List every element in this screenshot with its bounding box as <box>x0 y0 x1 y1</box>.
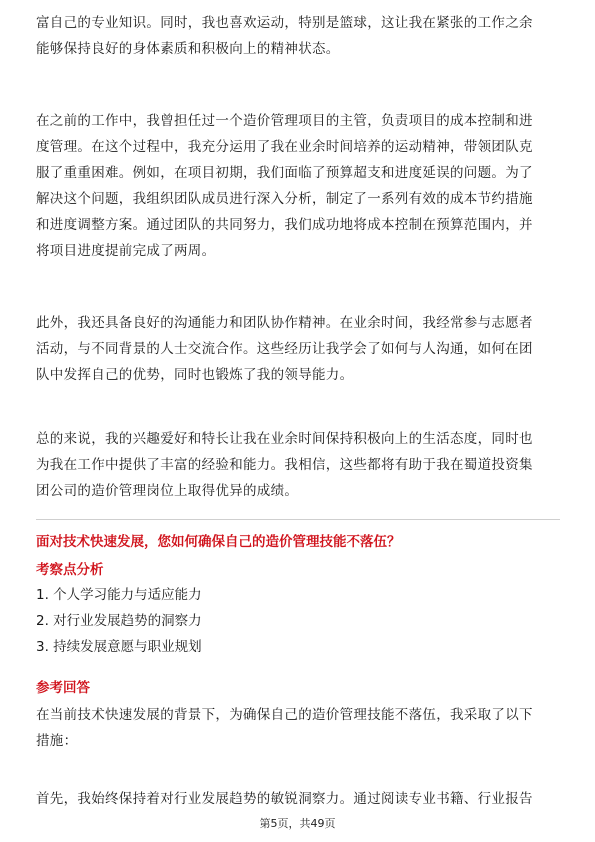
text-line: 富自己的专业知识。同时，我也喜欢运动，特别是篮球，这让我在紧张的工作之余 <box>36 15 533 31</box>
text-line: 将项目进度提前完成了两周。 <box>36 243 216 259</box>
text-line: 度管理。在这个过程中，我充分运用了我在业余时间培养的运动精神，带领团队克 <box>36 139 533 155</box>
analysis-list <box>36 582 560 660</box>
text-line: 总的来说，我的兴趣爱好和特长让我在业余时间保持积极向上的生活态度，同时也 <box>36 431 533 447</box>
paragraph-summary <box>36 426 560 504</box>
text-line: 队中发挥自己的优势，同时也锻炼了我的领导能力。 <box>36 367 354 383</box>
text-line: 活动，与不同背景的人士交流合作。这些经历让我学会了如何与人沟通，如何在团 <box>36 341 533 357</box>
answer-first-point <box>36 786 560 812</box>
text-line: 在当前技术快速发展的背景下，为确保自己的造价管理技能不落伍，我采取了以下 <box>36 707 533 723</box>
text-line: 团公司的造价管理岗位上取得优异的成绩。 <box>36 483 299 499</box>
answer-heading: 参考回答 <box>36 680 90 696</box>
section-divider <box>36 519 560 520</box>
interview-question: 面对技术快速发展，您如何确保自己的造价管理技能不落伍？ <box>36 534 401 550</box>
text-line: 此外，我还具备良好的沟通能力和团队协作精神。在业余时间，我经常参与志愿者 <box>36 315 533 331</box>
text-line: 能够保持良好的身体素质和积极向上的精神状态。 <box>36 41 340 57</box>
paragraph-hobbies-continued <box>36 10 560 62</box>
text-line: 措施： <box>36 733 78 749</box>
paragraph-project-experience <box>36 108 560 264</box>
text-line: 服了重重困难。例如，在项目初期，我们面临了预算超支和进度延误的问题。为了 <box>36 165 533 181</box>
text-line: 首先，我始终保持着对行业发展趋势的敏锐洞察力。通过阅读专业书籍、行业报告 <box>36 791 533 807</box>
page-number: 第5页，共49页 <box>259 817 336 830</box>
analysis-heading: 考察点分析 <box>36 562 104 578</box>
answer-intro <box>36 702 560 754</box>
paragraph-communication <box>36 310 560 388</box>
list-item: 1. 个人学习能力与适应能力 <box>36 587 202 603</box>
list-item: 3. 持续发展意愿与职业规划 <box>36 639 202 655</box>
text-line: 为我在工作中提供了丰富的经验和能力。我相信，这些都将有助于我在蜀道投资集 <box>36 457 533 473</box>
text-line: 和进度调整方案。通过团队的共同努力，我们成功地将成本控制在预算范围内，并 <box>36 217 533 233</box>
text-line: 解决这个问题，我组织团队成员进行深入分析，制定了一系列有效的成本节约措施 <box>36 191 533 207</box>
list-item: 2. 对行业发展趋势的洞察力 <box>36 613 202 629</box>
text-line: 在之前的工作中，我曾担任过一个造价管理项目的主管，负责项目的成本控制和进 <box>36 113 533 129</box>
